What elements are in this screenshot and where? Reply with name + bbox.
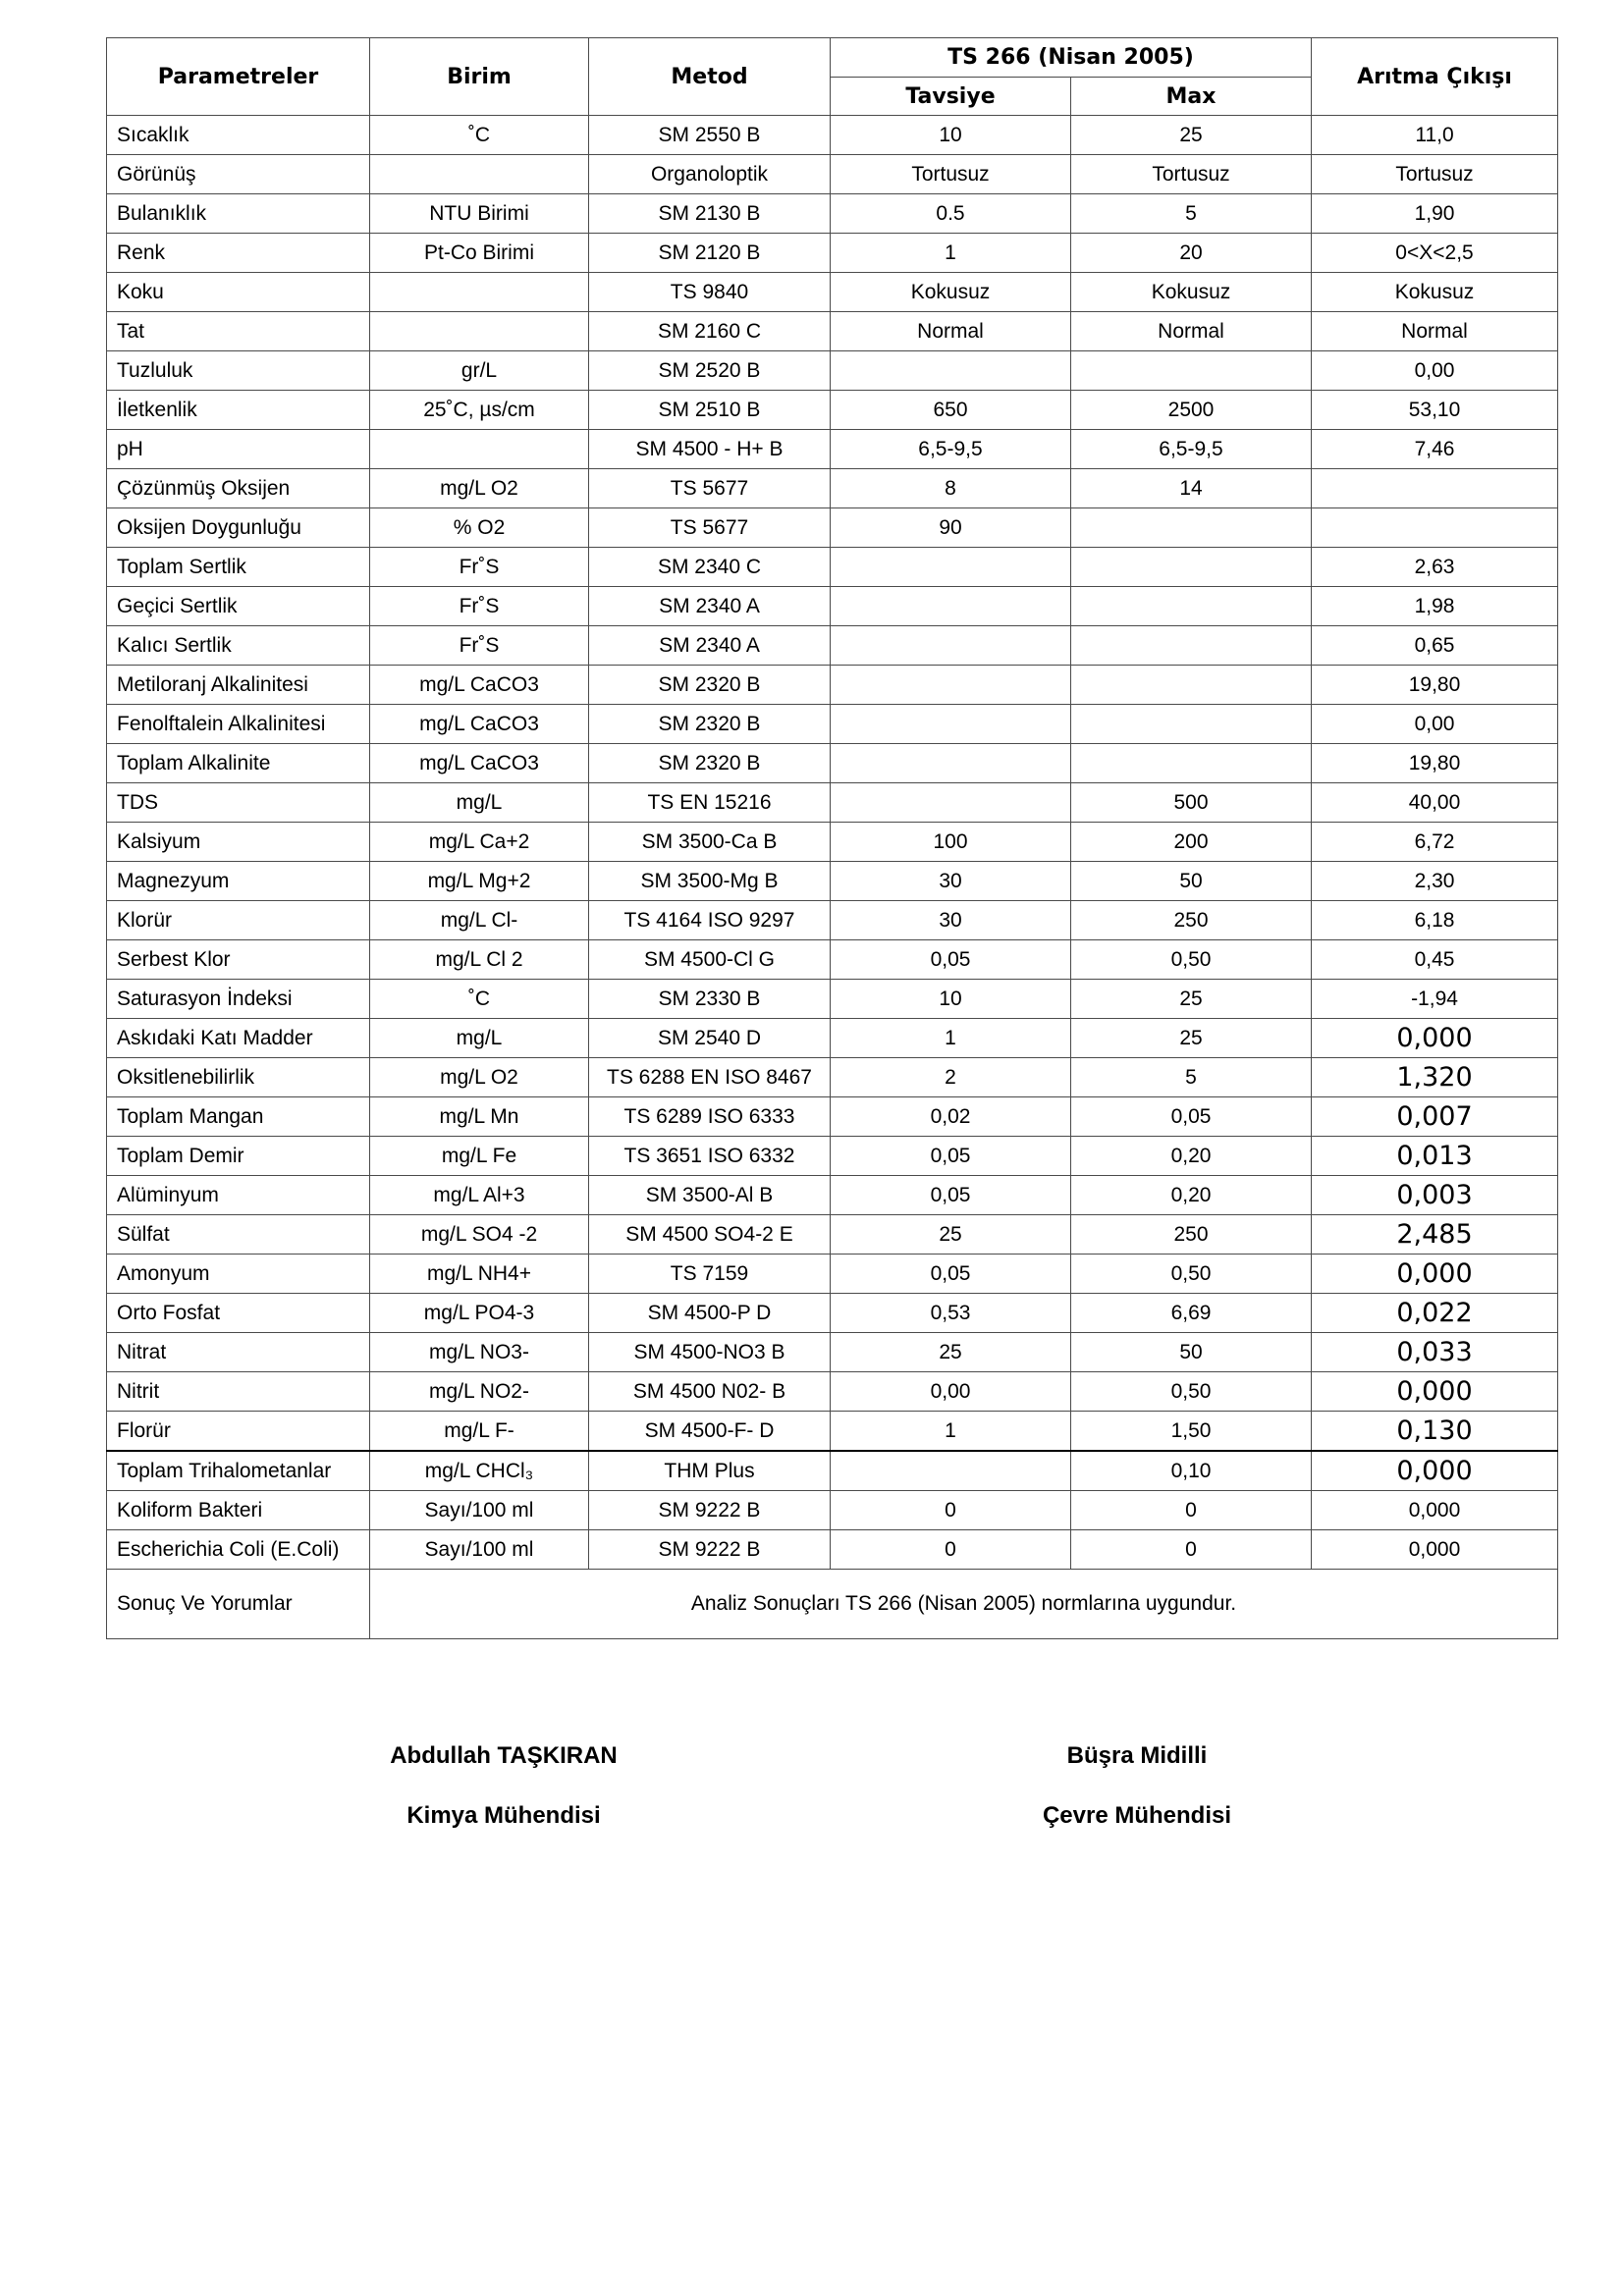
result-cell: 0,45 bbox=[1312, 940, 1558, 980]
result-cell: 0,000 bbox=[1312, 1255, 1558, 1294]
table-row bbox=[107, 901, 1558, 940]
result-cell: 1,90 bbox=[1312, 194, 1558, 234]
tavsiye-cell bbox=[831, 744, 1071, 783]
max-cell bbox=[1071, 626, 1312, 666]
table-row bbox=[107, 705, 1558, 744]
tavsiye-cell: 30 bbox=[831, 901, 1071, 940]
method-cell: TS 5677 bbox=[589, 469, 831, 508]
unit-cell: mg/L bbox=[370, 1019, 589, 1058]
max-cell: 25 bbox=[1071, 116, 1312, 155]
tavsiye-cell: 0,05 bbox=[831, 1137, 1071, 1176]
table-row bbox=[107, 273, 1558, 312]
unit-cell: % O2 bbox=[370, 508, 589, 548]
unit-cell: Sayı/100 ml bbox=[370, 1491, 589, 1530]
table-row bbox=[107, 1372, 1558, 1412]
result-cell: 2,63 bbox=[1312, 548, 1558, 587]
result-cell: 0,000 bbox=[1312, 1019, 1558, 1058]
max-cell bbox=[1071, 587, 1312, 626]
table-row bbox=[107, 1097, 1558, 1137]
unit-cell: mg/L Mg+2 bbox=[370, 862, 589, 901]
result-cell: 2,30 bbox=[1312, 862, 1558, 901]
header-parametreler: Parametreler bbox=[107, 38, 370, 116]
max-cell bbox=[1071, 744, 1312, 783]
table-row bbox=[107, 1491, 1558, 1530]
max-cell bbox=[1071, 705, 1312, 744]
param-cell: Sıcaklık bbox=[107, 116, 370, 155]
method-cell: SM 2320 B bbox=[589, 744, 831, 783]
result-cell: 0,033 bbox=[1312, 1333, 1558, 1372]
tavsiye-cell: 25 bbox=[831, 1215, 1071, 1255]
unit-cell: mg/L Mn bbox=[370, 1097, 589, 1137]
unit-cell: mg/L PO4-3 bbox=[370, 1294, 589, 1333]
param-cell: Toplam Trihalometanlar bbox=[107, 1451, 370, 1491]
param-cell: Tat bbox=[107, 312, 370, 351]
header-aritma-cikisi: Arıtma Çıkışı bbox=[1312, 38, 1558, 116]
max-cell: 250 bbox=[1071, 901, 1312, 940]
unit-cell bbox=[370, 155, 589, 194]
result-cell: 0,022 bbox=[1312, 1294, 1558, 1333]
param-cell: Toplam Mangan bbox=[107, 1097, 370, 1137]
result-cell: 0,130 bbox=[1312, 1412, 1558, 1452]
method-cell: SM 2340 A bbox=[589, 626, 831, 666]
result-cell: 0,000 bbox=[1312, 1530, 1558, 1570]
table-row bbox=[107, 194, 1558, 234]
table-row bbox=[107, 234, 1558, 273]
method-cell: SM 9222 B bbox=[589, 1530, 831, 1570]
unit-cell: Fr˚S bbox=[370, 587, 589, 626]
table-row bbox=[107, 1058, 1558, 1097]
param-cell: TDS bbox=[107, 783, 370, 823]
max-cell: 0,10 bbox=[1071, 1451, 1312, 1491]
param-cell: Toplam Alkalinite bbox=[107, 744, 370, 783]
tavsiye-cell: 0 bbox=[831, 1491, 1071, 1530]
tavsiye-cell: 8 bbox=[831, 469, 1071, 508]
method-cell: SM 4500-Cl G bbox=[589, 940, 831, 980]
header-standard: TS 266 (Nisan 2005) bbox=[831, 38, 1312, 78]
unit-cell: 25˚C, µs/cm bbox=[370, 391, 589, 430]
tavsiye-cell bbox=[831, 705, 1071, 744]
method-cell: Organoloptik bbox=[589, 155, 831, 194]
method-cell: TS 9840 bbox=[589, 273, 831, 312]
table-row bbox=[107, 940, 1558, 980]
unit-cell: Sayı/100 ml bbox=[370, 1530, 589, 1570]
method-cell: TS 7159 bbox=[589, 1255, 831, 1294]
param-cell: Koliform Bakteri bbox=[107, 1491, 370, 1530]
max-cell: 1,50 bbox=[1071, 1412, 1312, 1452]
max-cell: 0,50 bbox=[1071, 940, 1312, 980]
result-cell: 0,000 bbox=[1312, 1491, 1558, 1530]
method-cell: SM 4500-NO3 B bbox=[589, 1333, 831, 1372]
param-cell: Renk bbox=[107, 234, 370, 273]
result-cell: 1,320 bbox=[1312, 1058, 1558, 1097]
method-cell: SM 3500-Al B bbox=[589, 1176, 831, 1215]
result-cell: 19,80 bbox=[1312, 744, 1558, 783]
result-cell: 0,00 bbox=[1312, 351, 1558, 391]
table-row bbox=[107, 508, 1558, 548]
max-cell: 0,05 bbox=[1071, 1097, 1312, 1137]
tavsiye-cell bbox=[831, 548, 1071, 587]
max-cell: 25 bbox=[1071, 1019, 1312, 1058]
method-cell: TS 3651 ISO 6332 bbox=[589, 1137, 831, 1176]
max-cell: 25 bbox=[1071, 980, 1312, 1019]
unit-cell bbox=[370, 430, 589, 469]
unit-cell: mg/L CaCO3 bbox=[370, 666, 589, 705]
unit-cell: mg/L CaCO3 bbox=[370, 744, 589, 783]
signature-1-title: Kimya Mühendisi bbox=[406, 1802, 601, 1829]
max-cell: 0 bbox=[1071, 1530, 1312, 1570]
param-cell: Geçici Sertlik bbox=[107, 587, 370, 626]
param-cell: Oksijen Doygunluğu bbox=[107, 508, 370, 548]
max-cell: Normal bbox=[1071, 312, 1312, 351]
method-cell: TS 5677 bbox=[589, 508, 831, 548]
tavsiye-cell: 100 bbox=[831, 823, 1071, 862]
result-cell: 7,46 bbox=[1312, 430, 1558, 469]
table-row bbox=[107, 469, 1558, 508]
tavsiye-cell: 0,05 bbox=[831, 1255, 1071, 1294]
unit-cell: Fr˚S bbox=[370, 626, 589, 666]
result-cell: 0,000 bbox=[1312, 1372, 1558, 1412]
header-birim: Birim bbox=[370, 38, 589, 116]
table-row bbox=[107, 1530, 1558, 1570]
unit-cell: mg/L NO3- bbox=[370, 1333, 589, 1372]
table-row bbox=[107, 666, 1558, 705]
unit-cell: mg/L O2 bbox=[370, 1058, 589, 1097]
table-row bbox=[107, 823, 1558, 862]
method-cell: SM 2160 C bbox=[589, 312, 831, 351]
unit-cell: gr/L bbox=[370, 351, 589, 391]
unit-cell: mg/L O2 bbox=[370, 469, 589, 508]
max-cell: 200 bbox=[1071, 823, 1312, 862]
table-row bbox=[107, 1176, 1558, 1215]
signature-1-name: Abdullah TAŞKIRAN bbox=[390, 1742, 618, 1769]
unit-cell: mg/L CaCO3 bbox=[370, 705, 589, 744]
max-cell: 0,20 bbox=[1071, 1176, 1312, 1215]
max-cell: 5 bbox=[1071, 194, 1312, 234]
method-cell: SM 4500 SO4-2 E bbox=[589, 1215, 831, 1255]
max-cell: 2500 bbox=[1071, 391, 1312, 430]
table-row bbox=[107, 1294, 1558, 1333]
tavsiye-cell: 30 bbox=[831, 862, 1071, 901]
method-cell: SM 2320 B bbox=[589, 666, 831, 705]
header-max: Max bbox=[1071, 78, 1312, 116]
method-cell: SM 2520 B bbox=[589, 351, 831, 391]
unit-cell: mg/L Fe bbox=[370, 1137, 589, 1176]
tavsiye-cell: Normal bbox=[831, 312, 1071, 351]
analysis-results-table bbox=[106, 37, 1558, 1639]
table-row bbox=[107, 391, 1558, 430]
param-cell: Askıdaki Katı Madder bbox=[107, 1019, 370, 1058]
method-cell: SM 2320 B bbox=[589, 705, 831, 744]
max-cell: 20 bbox=[1071, 234, 1312, 273]
method-cell: SM 2340 A bbox=[589, 587, 831, 626]
method-cell: SM 2330 B bbox=[589, 980, 831, 1019]
method-cell: TS 4164 ISO 9297 bbox=[589, 901, 831, 940]
param-cell: Florür bbox=[107, 1412, 370, 1452]
tavsiye-cell bbox=[831, 666, 1071, 705]
param-cell: Kalıcı Sertlik bbox=[107, 626, 370, 666]
param-cell: İletkenlik bbox=[107, 391, 370, 430]
max-cell: 0 bbox=[1071, 1491, 1312, 1530]
tavsiye-cell: 0,00 bbox=[831, 1372, 1071, 1412]
max-cell: 14 bbox=[1071, 469, 1312, 508]
max-cell: 0,50 bbox=[1071, 1255, 1312, 1294]
max-cell bbox=[1071, 666, 1312, 705]
table-body bbox=[107, 116, 1558, 1570]
table-row bbox=[107, 1215, 1558, 1255]
param-cell: Toplam Sertlik bbox=[107, 548, 370, 587]
tavsiye-cell: Tortusuz bbox=[831, 155, 1071, 194]
tavsiye-cell: 0,53 bbox=[831, 1294, 1071, 1333]
conclusion-label: Sonuç Ve Yorumlar bbox=[107, 1570, 370, 1639]
result-cell: 0,003 bbox=[1312, 1176, 1558, 1215]
tavsiye-cell bbox=[831, 783, 1071, 823]
result-cell: 1,98 bbox=[1312, 587, 1558, 626]
max-cell: Kokusuz bbox=[1071, 273, 1312, 312]
result-cell bbox=[1312, 508, 1558, 548]
param-cell: Nitrit bbox=[107, 1372, 370, 1412]
unit-cell bbox=[370, 273, 589, 312]
table-row bbox=[107, 1137, 1558, 1176]
max-cell: 50 bbox=[1071, 862, 1312, 901]
result-cell: 11,0 bbox=[1312, 116, 1558, 155]
table-row bbox=[107, 1333, 1558, 1372]
tavsiye-cell: 10 bbox=[831, 116, 1071, 155]
unit-cell: mg/L bbox=[370, 783, 589, 823]
param-cell: pH bbox=[107, 430, 370, 469]
tavsiye-cell: 1 bbox=[831, 1019, 1071, 1058]
param-cell: Alüminyum bbox=[107, 1176, 370, 1215]
param-cell: Magnezyum bbox=[107, 862, 370, 901]
tavsiye-cell: 0,02 bbox=[831, 1097, 1071, 1137]
unit-cell: mg/L Al+3 bbox=[370, 1176, 589, 1215]
param-cell: Sülfat bbox=[107, 1215, 370, 1255]
signature-2-name: Büşra Midilli bbox=[1066, 1742, 1208, 1769]
max-cell: 6,5-9,5 bbox=[1071, 430, 1312, 469]
result-cell: Normal bbox=[1312, 312, 1558, 351]
tavsiye-cell bbox=[831, 626, 1071, 666]
tavsiye-cell: 90 bbox=[831, 508, 1071, 548]
max-cell bbox=[1071, 508, 1312, 548]
max-cell: 50 bbox=[1071, 1333, 1312, 1372]
param-cell: Escherichia Coli (E.Coli) bbox=[107, 1530, 370, 1570]
result-cell: 19,80 bbox=[1312, 666, 1558, 705]
method-cell: SM 3500-Mg B bbox=[589, 862, 831, 901]
param-cell: Bulanıklık bbox=[107, 194, 370, 234]
table-row bbox=[107, 587, 1558, 626]
unit-cell: mg/L CHCl₃ bbox=[370, 1451, 589, 1491]
param-cell: Tuzluluk bbox=[107, 351, 370, 391]
tavsiye-cell: 0.5 bbox=[831, 194, 1071, 234]
header-tavsiye: Tavsiye bbox=[831, 78, 1071, 116]
max-cell: Tortusuz bbox=[1071, 155, 1312, 194]
param-cell: Çözünmüş Oksijen bbox=[107, 469, 370, 508]
method-cell: SM 2120 B bbox=[589, 234, 831, 273]
param-cell: Orto Fosfat bbox=[107, 1294, 370, 1333]
result-cell: 0,000 bbox=[1312, 1451, 1558, 1491]
table-row bbox=[107, 430, 1558, 469]
max-cell: 0,50 bbox=[1071, 1372, 1312, 1412]
result-cell: 2,485 bbox=[1312, 1215, 1558, 1255]
result-cell: 6,18 bbox=[1312, 901, 1558, 940]
table-row bbox=[107, 1255, 1558, 1294]
param-cell: Koku bbox=[107, 273, 370, 312]
table-row bbox=[107, 783, 1558, 823]
param-cell: Oksitlenebilirlik bbox=[107, 1058, 370, 1097]
unit-cell: mg/L F- bbox=[370, 1412, 589, 1452]
result-cell: 0,00 bbox=[1312, 705, 1558, 744]
param-cell: Toplam Demir bbox=[107, 1137, 370, 1176]
table-row bbox=[107, 1412, 1558, 1452]
unit-cell: mg/L NH4+ bbox=[370, 1255, 589, 1294]
tavsiye-cell: 10 bbox=[831, 980, 1071, 1019]
param-cell: Fenolftalein Alkalinitesi bbox=[107, 705, 370, 744]
tavsiye-cell bbox=[831, 351, 1071, 391]
param-cell: Görünüş bbox=[107, 155, 370, 194]
table-row bbox=[107, 744, 1558, 783]
table-row bbox=[107, 980, 1558, 1019]
unit-cell: NTU Birimi bbox=[370, 194, 589, 234]
method-cell: TS EN 15216 bbox=[589, 783, 831, 823]
result-cell: 53,10 bbox=[1312, 391, 1558, 430]
method-cell: TS 6289 ISO 6333 bbox=[589, 1097, 831, 1137]
method-cell: SM 2540 D bbox=[589, 1019, 831, 1058]
result-cell: 0,007 bbox=[1312, 1097, 1558, 1137]
method-cell: SM 4500-P D bbox=[589, 1294, 831, 1333]
param-cell: Serbest Klor bbox=[107, 940, 370, 980]
result-cell: 6,72 bbox=[1312, 823, 1558, 862]
unit-cell bbox=[370, 312, 589, 351]
method-cell: SM 4500-F- D bbox=[589, 1412, 831, 1452]
table-row bbox=[107, 155, 1558, 194]
tavsiye-cell bbox=[831, 587, 1071, 626]
param-cell: Amonyum bbox=[107, 1255, 370, 1294]
param-cell: Kalsiyum bbox=[107, 823, 370, 862]
result-cell: -1,94 bbox=[1312, 980, 1558, 1019]
result-cell: 0,65 bbox=[1312, 626, 1558, 666]
result-cell: 0<X<2,5 bbox=[1312, 234, 1558, 273]
tavsiye-cell: 650 bbox=[831, 391, 1071, 430]
tavsiye-cell: 1 bbox=[831, 1412, 1071, 1452]
max-cell: 500 bbox=[1071, 783, 1312, 823]
signature-2-title: Çevre Mühendisi bbox=[1042, 1802, 1232, 1829]
table-row bbox=[107, 312, 1558, 351]
tavsiye-cell: Kokusuz bbox=[831, 273, 1071, 312]
table-row bbox=[107, 548, 1558, 587]
unit-cell: mg/L Ca+2 bbox=[370, 823, 589, 862]
tavsiye-cell: 25 bbox=[831, 1333, 1071, 1372]
tavsiye-cell: 1 bbox=[831, 234, 1071, 273]
max-cell: 250 bbox=[1071, 1215, 1312, 1255]
max-cell bbox=[1071, 548, 1312, 587]
unit-cell: mg/L SO4 -2 bbox=[370, 1215, 589, 1255]
table-row bbox=[107, 626, 1558, 666]
param-cell: Saturasyon İndeksi bbox=[107, 980, 370, 1019]
method-cell: THM Plus bbox=[589, 1451, 831, 1491]
result-cell: Kokusuz bbox=[1312, 273, 1558, 312]
method-cell: SM 2550 B bbox=[589, 116, 831, 155]
method-cell: SM 2130 B bbox=[589, 194, 831, 234]
unit-cell: mg/L NO2- bbox=[370, 1372, 589, 1412]
result-cell: 0,013 bbox=[1312, 1137, 1558, 1176]
max-cell: 5 bbox=[1071, 1058, 1312, 1097]
result-cell bbox=[1312, 469, 1558, 508]
method-cell: TS 6288 EN ISO 8467 bbox=[589, 1058, 831, 1097]
unit-cell: Fr˚S bbox=[370, 548, 589, 587]
table-row bbox=[107, 1451, 1558, 1491]
result-cell: Tortusuz bbox=[1312, 155, 1558, 194]
param-cell: Nitrat bbox=[107, 1333, 370, 1372]
table-row bbox=[107, 862, 1558, 901]
param-cell: Metiloranj Alkalinitesi bbox=[107, 666, 370, 705]
method-cell: SM 3500-Ca B bbox=[589, 823, 831, 862]
unit-cell: mg/L Cl 2 bbox=[370, 940, 589, 980]
tavsiye-cell: 0,05 bbox=[831, 940, 1071, 980]
method-cell: SM 4500 - H+ B bbox=[589, 430, 831, 469]
param-cell: Klorür bbox=[107, 901, 370, 940]
method-cell: SM 2510 B bbox=[589, 391, 831, 430]
unit-cell: ˚C bbox=[370, 116, 589, 155]
max-cell: 0,20 bbox=[1071, 1137, 1312, 1176]
tavsiye-cell: 0 bbox=[831, 1530, 1071, 1570]
max-cell: 6,69 bbox=[1071, 1294, 1312, 1333]
unit-cell: ˚C bbox=[370, 980, 589, 1019]
conclusion-row bbox=[107, 1570, 1558, 1639]
max-cell bbox=[1071, 351, 1312, 391]
conclusion-text: Analiz Sonuçları TS 266 (Nisan 2005) normlarına uygundur. bbox=[370, 1570, 1558, 1639]
method-cell: SM 4500 N02- B bbox=[589, 1372, 831, 1412]
tavsiye-cell: 0,05 bbox=[831, 1176, 1071, 1215]
unit-cell: Pt-Co Birimi bbox=[370, 234, 589, 273]
header-metod: Metod bbox=[589, 38, 831, 116]
table-row bbox=[107, 116, 1558, 155]
tavsiye-cell: 6,5-9,5 bbox=[831, 430, 1071, 469]
result-cell: 40,00 bbox=[1312, 783, 1558, 823]
method-cell: SM 2340 C bbox=[589, 548, 831, 587]
tavsiye-cell: 2 bbox=[831, 1058, 1071, 1097]
tavsiye-cell bbox=[831, 1451, 1071, 1491]
table-row bbox=[107, 351, 1558, 391]
unit-cell: mg/L Cl- bbox=[370, 901, 589, 940]
table-row bbox=[107, 1019, 1558, 1058]
method-cell: SM 9222 B bbox=[589, 1491, 831, 1530]
